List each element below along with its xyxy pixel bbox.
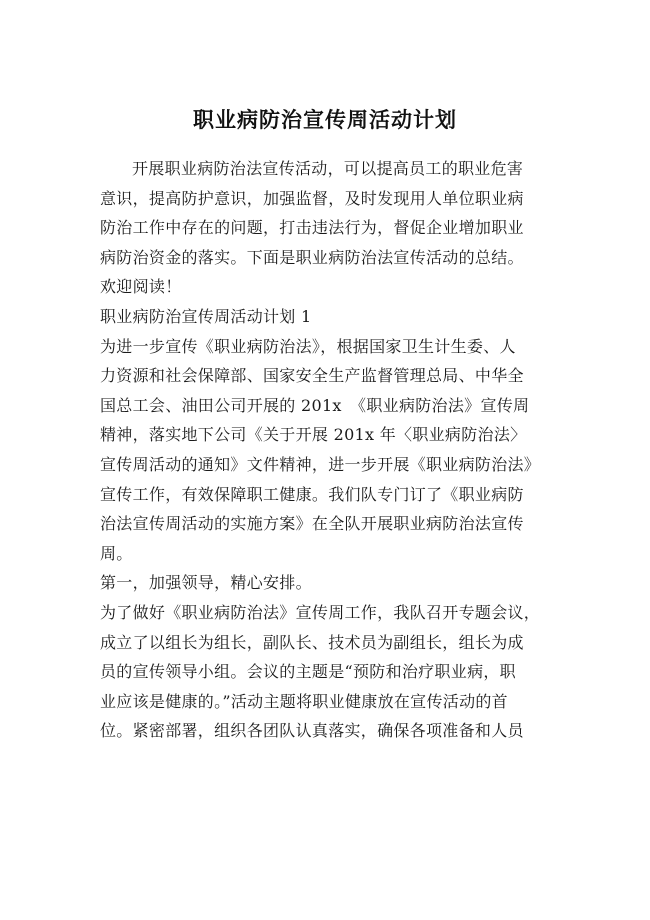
paragraph-line: 防治工作中存在的问题，打击违法行为，督促企业增加职业: [100, 218, 524, 238]
paragraph-line: 员的宣传领导小组。会议的主题是“预防和治疗职业病，职: [100, 662, 516, 682]
paragraph-line: 欢迎阅读！: [100, 277, 182, 297]
paragraph-line: 为了做好《职业病防治法》宣传周工作，我队召开专题会议，: [100, 602, 541, 622]
paragraph-line: 力资源和社会保障部、国家安全生产监督管理总局、中华全: [100, 366, 524, 386]
paragraph-line: 治法宣传周活动的实施方案》在全队开展职业病防治法宣传: [100, 514, 524, 534]
paragraph-line: 周。: [100, 543, 133, 563]
section-heading: 职业病防治宣传周活动计划 1: [100, 306, 312, 326]
paragraph-line: 意识，提高防护意识，加强监督，及时发现用人单位职业病: [100, 188, 524, 208]
section-heading: 第一，加强领导，精心安排。: [100, 573, 312, 593]
paragraph-line: 病防治资金的落实。下面是职业病防治法宣传活动的总结。: [100, 247, 524, 267]
paragraph-line: 开展职业病防治法宣传活动，可以提高员工的职业危害: [132, 159, 524, 178]
paragraph-line: 宣传周活动的通知》文件精神，进一步开展《职业病防治法》: [100, 454, 541, 474]
paragraph-line: 业应该是健康的。”活动主题将职业健康放在宣传活动的首: [100, 691, 508, 711]
paragraph-line: 成立了以组长为组长，副队长、技术员为副组长，组长为成: [100, 632, 524, 652]
document-title: 职业病防治宣传周活动计划: [193, 108, 457, 132]
paragraph-line: 精神，落实地下公司《关于开展 201x 年〈职业病防治法〉: [100, 425, 527, 445]
paragraph-line: 国总工会、油田公司开展的 201x 《职业病防治法》宣传周: [100, 395, 530, 415]
document-body: [100, 154, 570, 746]
paragraph-line: 为进一步宣传《职业病防治法》，根据国家卫生计生委、人: [100, 336, 516, 356]
paragraph-line: 宣传工作，有效保障职工健康。我们队专门订了《职业病防: [100, 484, 524, 504]
paragraph-line: 位。紧密部署，组织各团队认真落实，确保各项准备和人员: [100, 721, 524, 741]
